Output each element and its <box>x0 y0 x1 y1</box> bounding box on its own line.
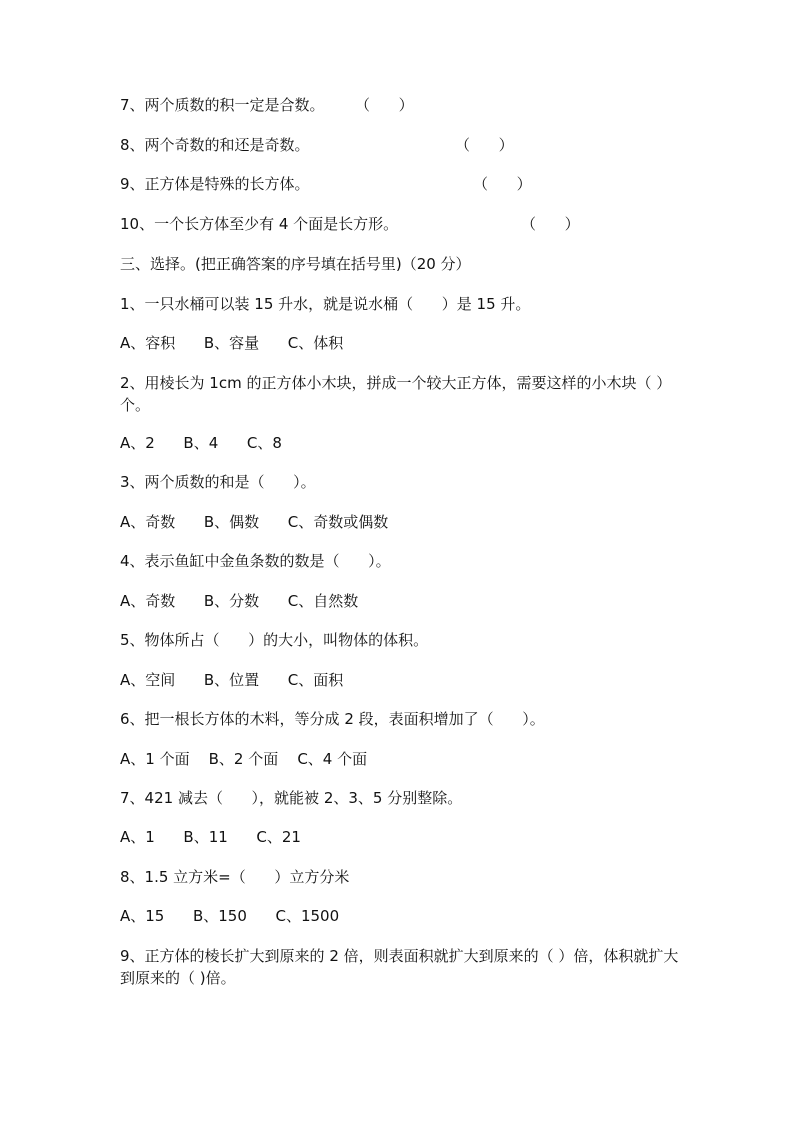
question-5: 5、物体所占（ ）的大小，叫物体的体积。 <box>120 631 429 649</box>
question-8-options: A、15 B、150 C、1500 <box>120 907 340 925</box>
question-6: 6、把一根长方体的木料，等分成 2 段，表面积增加了（ ）。 <box>120 710 545 728</box>
judge-answer-paren-8: （ ） <box>455 136 514 154</box>
question-1: 1、一只水桶可以装 15 升水，就是说水桶（ ）是 15 升。 <box>120 295 531 313</box>
question-6-options: A、1 个面 B、2 个面 C、4 个面 <box>120 750 368 768</box>
question-4: 4、表示鱼缸中金鱼条数的数是（ ）。 <box>120 552 391 570</box>
question-3-options: A、奇数 B、偶数 C、奇数或偶数 <box>120 513 389 531</box>
judge-item-8: 8、两个奇数的和还是奇数。 <box>120 136 310 154</box>
question-2-options: A、2 B、4 C、8 <box>120 434 282 452</box>
judge-item-10: 10、一个长方体至少有 4 个面是长方形。 <box>120 215 399 233</box>
question-9: 9、正方体的棱长扩大到原来的 2 倍，则表面积就扩大到原来的（ ）倍，体积就扩大到原来的（ )倍。 <box>120 947 679 987</box>
question-7-options: A、1 B、11 C、21 <box>120 828 301 846</box>
judge-answer-paren-7: （ ） <box>355 96 414 114</box>
judge-answer-paren-9: （ ） <box>473 175 532 193</box>
judge-answer-paren-10: （ ） <box>521 215 580 233</box>
judge-item-7: 7、两个质数的积一定是合数。 <box>120 96 325 114</box>
question-5-options: A、空间 B、位置 C、面积 <box>120 671 344 689</box>
question-7: 7、421 减去（ ），就能被 2、3、5 分别整除。 <box>120 789 463 807</box>
question-4-options: A、奇数 B、分数 C、自然数 <box>120 592 359 610</box>
section-title: 三、选择。(把正确答案的序号填在括号里)（20 分） <box>120 255 471 273</box>
question-8: 8、1.5 立方米=（ ）立方分米 <box>120 868 350 886</box>
question-2: 2、用棱长为 1cm 的正方体小木块，拼成一个较大正方体，需要这样的小木块（ ）个。 <box>120 374 672 414</box>
judge-item-9: 9、正方体是特殊的长方体。 <box>120 175 310 193</box>
question-1-options: A、容积 B、容量 C、体积 <box>120 334 344 352</box>
question-3: 3、两个质数的和是（ ）。 <box>120 473 316 491</box>
